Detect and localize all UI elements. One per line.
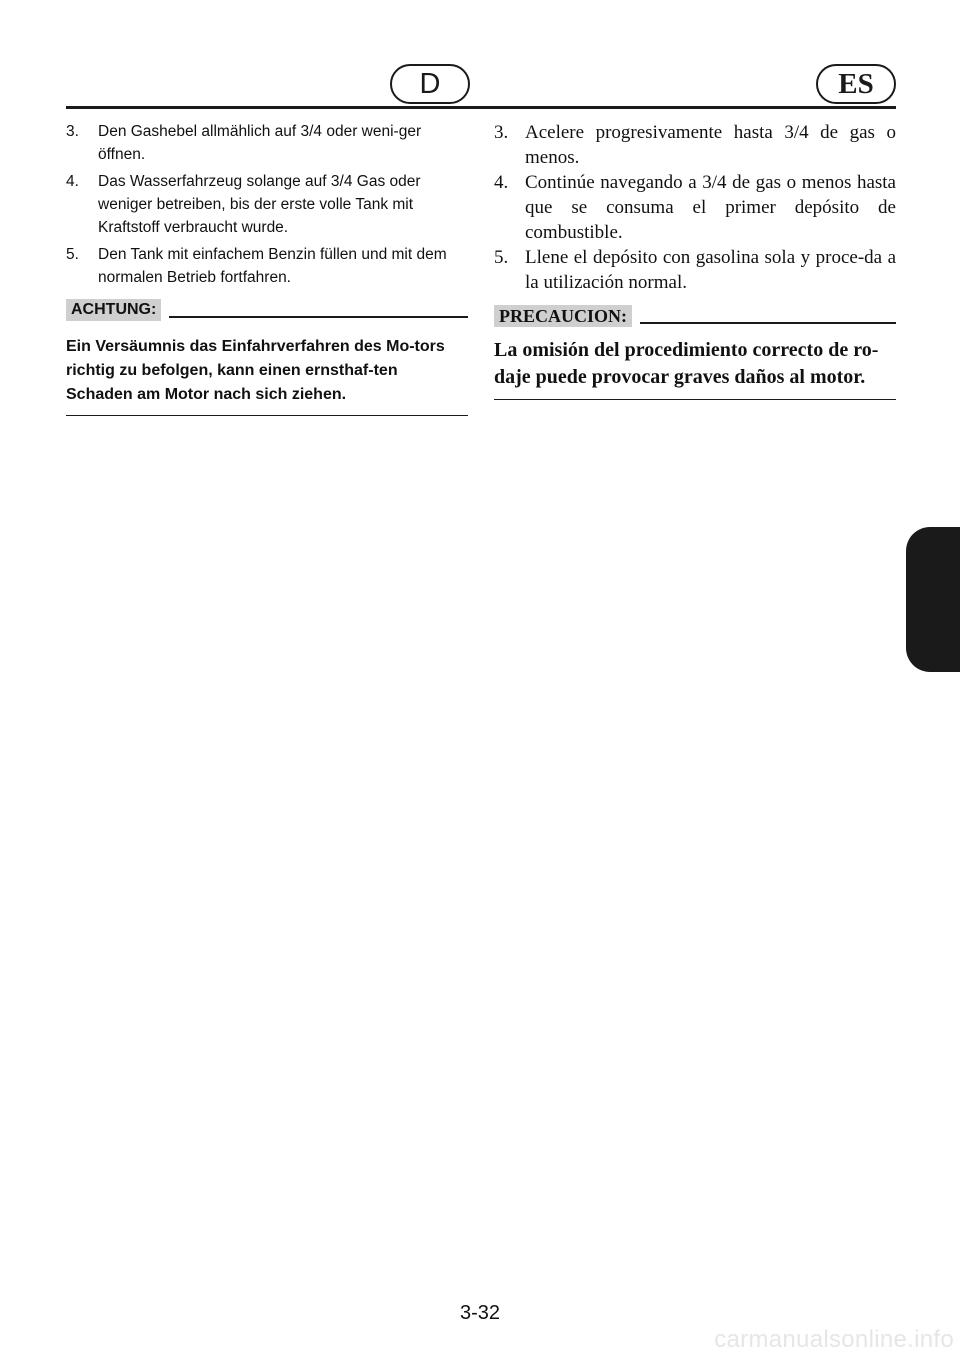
language-badge-german xyxy=(390,64,470,104)
german-caution-text: Ein Versäumnis das Einfahrverfahren des Mo-tors richtig zu befolgen, kann einen ernsthaf-ten Schaden am Motor nach sich ziehen. xyxy=(66,335,468,416)
step-number: 4. xyxy=(494,172,509,193)
german-step-5 xyxy=(66,243,468,289)
german-caution-label: ACHTUNG: xyxy=(66,299,161,321)
step-number: 3. xyxy=(494,122,509,143)
german-step-4 xyxy=(66,170,468,239)
step-text: Continúe navegando a 3/4 de gas o menos hasta que se consuma el primer depósito de combustible. xyxy=(525,172,896,243)
language-badge-spanish-label: ES xyxy=(838,67,874,100)
step-text: Den Gashebel allmählich auf 3/4 oder weni-ger öffnen. xyxy=(98,123,422,163)
step-number: 5. xyxy=(494,247,509,268)
spanish-caution-header xyxy=(494,305,896,327)
step-number: 3. xyxy=(66,123,79,140)
german-column xyxy=(66,120,468,416)
spanish-caution-text: La omisión del procedimiento correcto de ro-daje puede provocar graves daños al motor. xyxy=(494,337,896,400)
german-steps-list xyxy=(66,120,468,289)
german-caution-header xyxy=(66,299,468,321)
spanish-steps-list xyxy=(494,120,896,295)
step-number: 4. xyxy=(66,173,79,190)
watermark-text: carmanualsonline.info xyxy=(714,1326,954,1353)
spanish-caution-label: PRECAUCION: xyxy=(494,305,632,327)
chapter-thumb-tab xyxy=(906,527,960,672)
header-rule xyxy=(66,106,896,109)
step-text: Acelere progresivamente hasta 3/4 de gas o menos. xyxy=(525,122,896,168)
german-step-3 xyxy=(66,120,468,166)
spanish-step-5 xyxy=(494,245,896,295)
language-badge-spanish xyxy=(816,64,896,104)
spanish-step-4 xyxy=(494,170,896,245)
step-number: 5. xyxy=(66,246,79,263)
step-text: Den Tank mit einfachem Benzin füllen und mit dem normalen Betrieb fortfahren. xyxy=(98,246,447,286)
step-text: Das Wasserfahrzeug solange auf 3/4 Gas oder weniger betreiben, bis der erste volle Tank mit Kraftstoff verbraucht wurde. xyxy=(98,173,421,236)
spanish-caution-rule xyxy=(640,322,896,324)
spanish-column xyxy=(494,120,896,400)
page-number: 3-32 xyxy=(459,1302,501,1324)
step-text: Llene el depósito con gasolina sola y proce-da a la utilización normal. xyxy=(525,247,896,293)
spanish-step-3 xyxy=(494,120,896,170)
language-badge-german-label: D xyxy=(419,67,441,100)
german-caution-rule xyxy=(169,316,468,318)
